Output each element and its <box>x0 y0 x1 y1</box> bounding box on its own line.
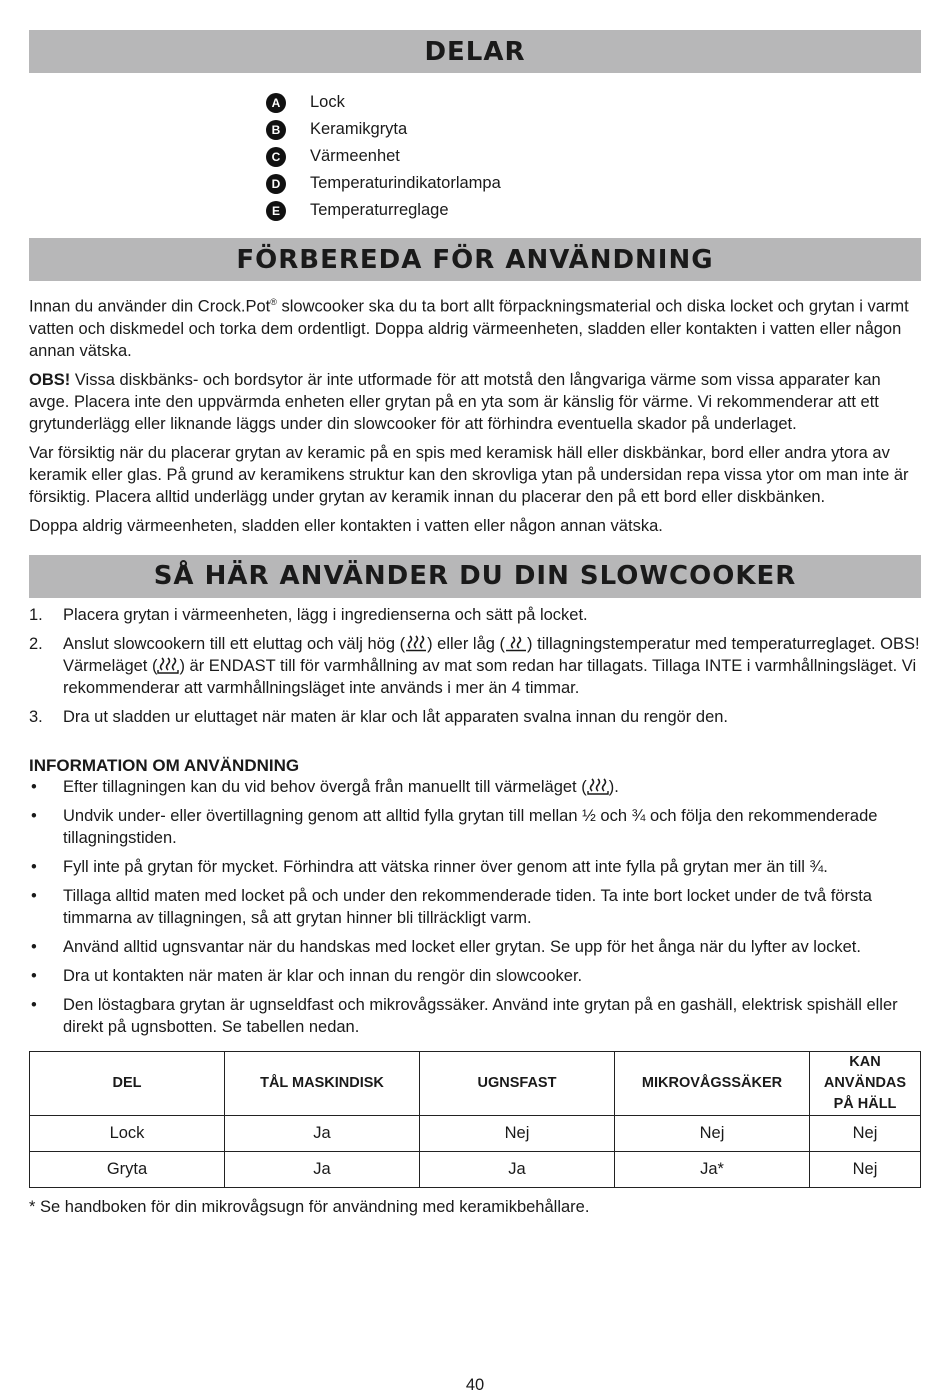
table-cell: Nej <box>810 1151 921 1187</box>
bullet-marker: • <box>31 937 37 956</box>
part-label: Keramikgryta <box>310 120 408 138</box>
part-item <box>266 89 921 116</box>
table-cell: Nej <box>810 1115 921 1151</box>
table-cell: Ja <box>225 1115 420 1151</box>
step-item <box>29 604 921 626</box>
obs-label: OBS! <box>29 370 71 389</box>
text-span: Efter tillagningen kan du vid behov övergå från manuellt till värmeläget ( <box>63 777 587 796</box>
bullet-text: Undvik under- eller övertillagning genom att alltid fylla grytan till mellan ½ och ¾ och följa den rekommenderade tillagningstiden. <box>63 806 878 847</box>
table-header-cell: MIKROVÅGSSÄKER <box>615 1051 810 1115</box>
prepare-paragraph-3: Var försiktig när du placerar grytan av keramic på en spis med keramisk häll eller diskbänkar, bord eller andra ytora av keramik eller glas. På grund av keramikens struktur kan den skrovliga ytan på undersidan repa vissa ytor om man inte är försiktig. Placera alltid underlägg under grytan av keramik innan du placerar den på ett bord eller diskbänken. <box>29 443 909 506</box>
step-item <box>29 633 921 699</box>
table-header-cell: KAN ANVÄNDAS PÅ HÄLL <box>810 1051 921 1115</box>
part-label: Värmeenhet <box>310 147 400 165</box>
table-header-cell: UGNSFAST <box>420 1051 615 1115</box>
part-item <box>266 197 921 224</box>
table-cell: Ja <box>420 1151 615 1187</box>
info-bullet <box>29 936 921 958</box>
bullet-marker: • <box>31 857 37 876</box>
table-header-cell: TÅL MASKINDISK <box>225 1051 420 1115</box>
info-bullet <box>29 776 921 798</box>
text-span: ). <box>608 777 619 796</box>
info-title: INFORMATION OM ANVÄNDNING <box>29 755 300 775</box>
bullet-marker: • <box>31 806 37 825</box>
heat-high-icon <box>405 634 427 652</box>
manual-page <box>29 30 921 1217</box>
bullet-marker: • <box>31 886 37 905</box>
keep-warm-icon <box>587 777 609 795</box>
text-span: Vissa diskbänks- och bordsytor är inte utformade för att motstå den långvariga värme som vissa apparater kan avge. Placera inte den uppvärmda enheten eller grytan på en yta som är känslig för värme. Vi rekommenderar att ett grytunderlägg eller liknande läggs under din slowcooker för att förhindra eventuella skador på underlaget. <box>29 370 881 433</box>
text-span: Innan du använder din Crock.Pot <box>29 297 271 316</box>
text-span: Anslut slowcookern till ett eluttag och välj hög ( <box>63 634 406 653</box>
prepare-paragraph-1 <box>29 291 921 362</box>
table-header-row <box>30 1051 921 1115</box>
table-row <box>30 1115 921 1151</box>
bullet-text: Använd alltid ugnsvantar när du handskas med locket eller grytan. Se upp för het ånga när du lyfter av locket. <box>63 937 861 956</box>
bullet-text: Den löstagbara grytan är ugnseldfast och mikrovågssäker. Använd inte grytan på en gashäll, elektrisk spishäll eller direkt på ugnsbotten. Se tabellen nedan. <box>63 995 898 1036</box>
parts-list <box>266 89 921 224</box>
step-text: Dra ut sladden ur eluttaget när maten är klar och låt apparaten svalna innan du rengör den. <box>63 707 729 726</box>
text-span: ) är ENDAST till för varmhållning av mat som redan har tillagats. Tillaga INTE i varmhållningsläget. Vi rekommenderar att varmhållningsläget inte används i mer än 4 timmar. <box>63 656 917 697</box>
section-title-parts: DELAR <box>424 36 526 67</box>
prepare-paragraph-2 <box>29 369 921 435</box>
registered-mark: ® <box>270 297 277 307</box>
part-item <box>266 116 921 143</box>
bullet-text <box>63 776 619 798</box>
keep-warm-icon <box>157 656 179 674</box>
text-span: ) eller låg ( <box>427 634 506 653</box>
text-span: slowcooker ska du ta bort allt förpackningsmaterial och diska locket och grytan i varmt vatten och diskmedel och torka dem ordentligt. Doppa aldrig värmeenheten, sladden eller kontakten i vatten eller någon annan vätska. <box>29 297 909 360</box>
part-label: Temperaturindikatorlampa <box>310 174 501 192</box>
table-cell: Ja <box>225 1151 420 1187</box>
section-title-howto: SÅ HÄR ANVÄNDER DU DIN SLOWCOOKER <box>153 561 797 591</box>
table-row <box>30 1151 921 1187</box>
part-label: Temperaturreglage <box>310 201 449 219</box>
step-text: Placera grytan i värmeenheten, lägg i ingredienserna och sätt på locket. <box>63 605 588 624</box>
part-letter-badge: E <box>266 201 286 221</box>
info-bullet <box>29 805 921 849</box>
table-cell: Nej <box>420 1115 615 1151</box>
info-bullet <box>29 885 921 929</box>
bullet-text: Fyll inte på grytan för mycket. Förhindra att vätska rinner över genom att inte fylla på grytan mer än till ¾. <box>63 857 828 876</box>
bullet-marker: • <box>31 777 37 796</box>
info-bullet <box>29 856 921 878</box>
heat-low-icon <box>505 634 527 652</box>
section-banner-prepare <box>29 238 921 281</box>
prepare-text <box>29 291 921 537</box>
table-cell: Nej <box>615 1115 810 1151</box>
table-cell: Gryta <box>30 1151 225 1187</box>
bullet-text: Dra ut kontakten när maten är klar och innan du rengör din slowcooker. <box>63 966 583 985</box>
section-banner-parts <box>29 30 921 73</box>
part-letter-badge: C <box>266 147 286 167</box>
bullet-marker: • <box>31 995 37 1014</box>
part-letter-badge: A <box>266 93 286 113</box>
info-bullet <box>29 965 921 987</box>
part-label: Lock <box>310 93 345 111</box>
bullet-text: Tillaga alltid maten med locket på och under den rekommenderade tiden. Ta inte bort locket under de två första timmarna av tillagningen, så att grytan hinner bli tillräckligt varm. <box>63 886 872 927</box>
step-number: 1. <box>29 605 43 624</box>
part-item <box>266 143 921 170</box>
steps-list <box>29 604 921 728</box>
part-letter-badge: B <box>266 120 286 140</box>
prepare-paragraph-4: Doppa aldrig värmeenheten, sladden eller kontakten i vatten eller någon annan vätska. <box>29 516 663 535</box>
step-number: 3. <box>29 707 43 726</box>
part-letter-badge: D <box>266 174 286 194</box>
table-cell: Ja* <box>615 1151 810 1187</box>
step-item <box>29 706 921 728</box>
text-span: ) tillagningstemperatur med temperaturreglaget. OBS! Värmeläget ( <box>63 634 920 675</box>
part-item <box>266 170 921 197</box>
page-number: 40 <box>465 1376 485 1394</box>
section-title-prepare: FÖRBEREDA FÖR ANVÄNDNING <box>236 244 714 275</box>
section-banner-howto <box>29 555 921 598</box>
step-text <box>63 633 921 699</box>
table-footnote: * Se handboken för din mikrovågsugn för användning med keramikbehållare. <box>29 1197 590 1216</box>
info-bullet <box>29 994 921 1038</box>
compatibility-table <box>29 1051 921 1188</box>
step-number: 2. <box>29 634 43 653</box>
table-cell: Lock <box>30 1115 225 1151</box>
table-header-cell: DEL <box>30 1051 225 1115</box>
info-bullet-list <box>29 776 921 1038</box>
bullet-marker: • <box>31 966 37 985</box>
